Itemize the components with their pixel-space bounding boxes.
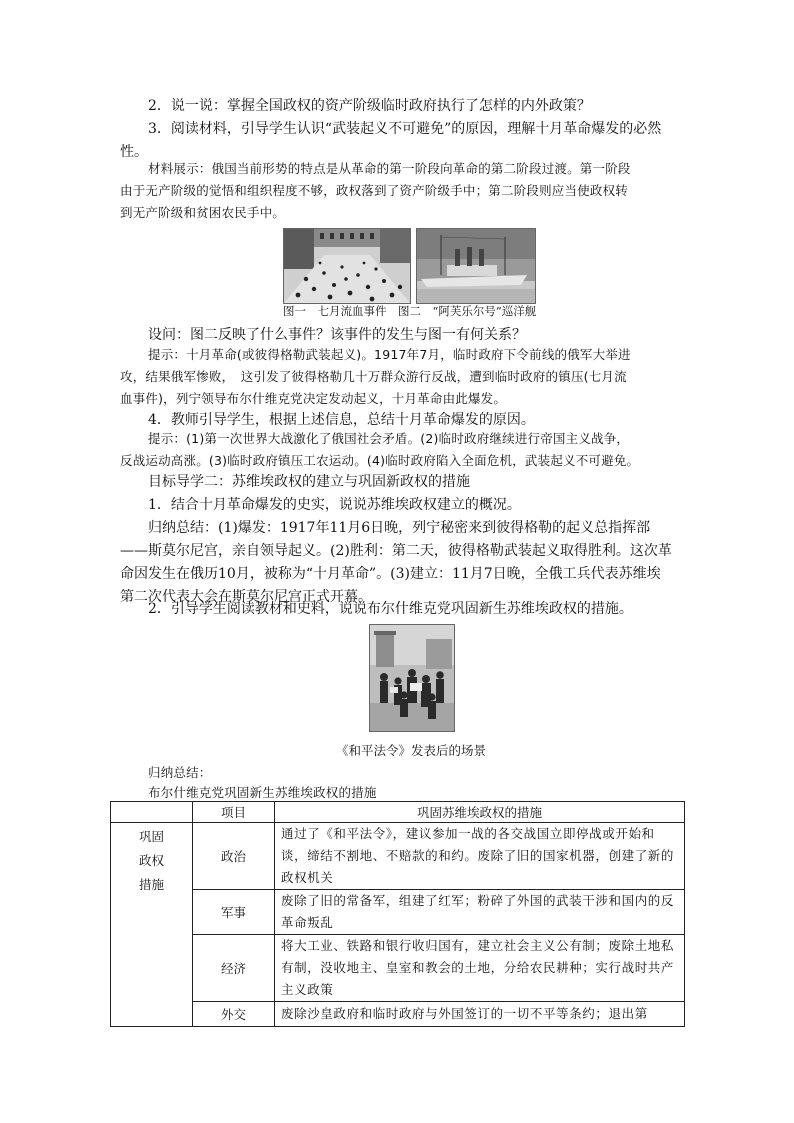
summary-label: 归纳总结： bbox=[148, 765, 212, 780]
category-line: 措施 bbox=[138, 877, 164, 892]
item-diplomacy: 外交 bbox=[193, 1002, 275, 1027]
table-header-row bbox=[111, 802, 685, 823]
question-2: 2．说一说：掌握全国政权的资产阶级临时政府执行了怎样的内外政策？ bbox=[148, 98, 591, 114]
material-line2: 由于无产阶级的觉悟和组织程度不够，政权落到了资产阶级手中；第二阶段则应当使政权转 bbox=[120, 183, 629, 198]
goal-2-heading: 目标导学二：苏维埃政权的建立与巩固新政权的措施 bbox=[148, 474, 470, 490]
item-military: 军事 bbox=[193, 890, 275, 935]
item-economy: 经济 bbox=[193, 935, 275, 1002]
hint1-line3: 血事件)，列宁领导布尔什维克党决定发动起义，十月革命由此爆发。 bbox=[120, 391, 507, 406]
header-blank bbox=[111, 802, 193, 823]
figure1-caption: 图一 七月流血事件 图二 “阿芙乐尔号”巡洋舰 bbox=[283, 304, 537, 318]
question-2b: 2．引导学生阅读教材和史料，说说布尔什维克党巩固新生苏维埃政权的措施。 bbox=[148, 601, 633, 617]
header-item: 项目 bbox=[193, 802, 275, 823]
material-line3: 到无产阶级和贫困农民手中。 bbox=[120, 205, 286, 220]
measures-table bbox=[110, 801, 685, 1027]
table-row bbox=[111, 935, 685, 1002]
hint2-line2: 反战运动高涨。(3)临时政府镇压工农运动。(4)临时政府陷入全面危机，武装起义不可避免。 bbox=[120, 453, 640, 468]
july-days-photo bbox=[283, 228, 411, 304]
detail-economy: 将大工业、铁路和银行收归国有，建立社会主义公有制；废除土地私有制，没收地主、皇室和教会的土地，分给农民耕种；实行战时共产主义政策 bbox=[275, 935, 685, 1002]
category-line: 政权 bbox=[138, 853, 164, 868]
category-cell bbox=[111, 823, 193, 1027]
table-row bbox=[111, 890, 685, 935]
table-row bbox=[111, 823, 685, 890]
item-politics: 政治 bbox=[193, 823, 275, 890]
table-row bbox=[111, 1002, 685, 1027]
question-3-line1: 3．阅读材料，引导学生认识“武装起义不可避免”的原因，理解十月革命爆发的必然 bbox=[148, 121, 662, 137]
detail-military: 废除了旧的常备军，组建了红军；粉碎了外国的武装干涉和国内的反革命叛乱 bbox=[275, 890, 685, 935]
figure2-caption: 《和平法令》发表后的场景 bbox=[335, 743, 486, 758]
hint1-line2: 攻，结果俄军惨败， 这引发了彼得格勒几十万群众游行反战，遭到临时政府的镇压(七月流 bbox=[120, 369, 627, 384]
summary-line4: 第二次代表大会在斯莫尔尼宫正式开幕。 bbox=[120, 589, 372, 605]
header-measures: 巩固苏维埃政权的措施 bbox=[275, 802, 685, 823]
table-title: 布尔什维克党巩固新生苏维埃政权的措施 bbox=[148, 785, 377, 800]
detail-diplomacy: 废除沙皇政府和临时政府与外国签订的一切不平等条约；退出第 bbox=[275, 1002, 685, 1027]
summary-line1: 归纳总结：(1)爆发：1917年11月6日晚，列宁秘密来到彼得格勒的起义总指挥部 bbox=[148, 520, 651, 536]
decree-on-peace-crowd-photo bbox=[369, 624, 455, 732]
detail-politics: 通过了《和平法令》，建议参加一战的各交战国立即停战或开始和谈，缔结不割地、不赔款的和约。废除了旧的国家机器，创建了新的政权机关 bbox=[275, 823, 685, 890]
aurora-cruiser-photo bbox=[416, 228, 536, 304]
category-line: 巩固 bbox=[138, 829, 164, 844]
summary-line3: 命因发生在俄历10月，被称为“十月革命”。(3)建立：11月7日晚，全俄工兵代表苏维埃 bbox=[120, 566, 661, 582]
hint1-line1: 提示：十月革命(或彼得格勒武装起义)。1917年7月，临时政府下令前线的俄军大举进 bbox=[148, 347, 631, 362]
question-1: 1．结合十月革命爆发的史实，说说苏维埃政权建立的概况。 bbox=[148, 497, 521, 513]
summary-line2: ——斯莫尔尼宫，亲自领导起义。(2)胜利：第二天，彼得格勒武装起义取得胜利。这次革 bbox=[120, 543, 672, 559]
question-3-line2: 性。 bbox=[120, 144, 148, 160]
question-4: 4．教师引导学生，根据上述信息，总结十月革命爆发的原因。 bbox=[148, 412, 535, 428]
hint2-line1: 提示：(1)第一次世界大战激化了俄国社会矛盾。(2)临时政府继续进行帝国主义战争， bbox=[148, 431, 630, 446]
question-prompt: 设问：图二反映了什么事件？该事件的发生与图一有何关系？ bbox=[148, 327, 526, 343]
material-line1: 材料展示：俄国当前形势的特点是从革命的第一阶段向革命的第二阶段过渡。第一阶段 bbox=[148, 161, 631, 176]
